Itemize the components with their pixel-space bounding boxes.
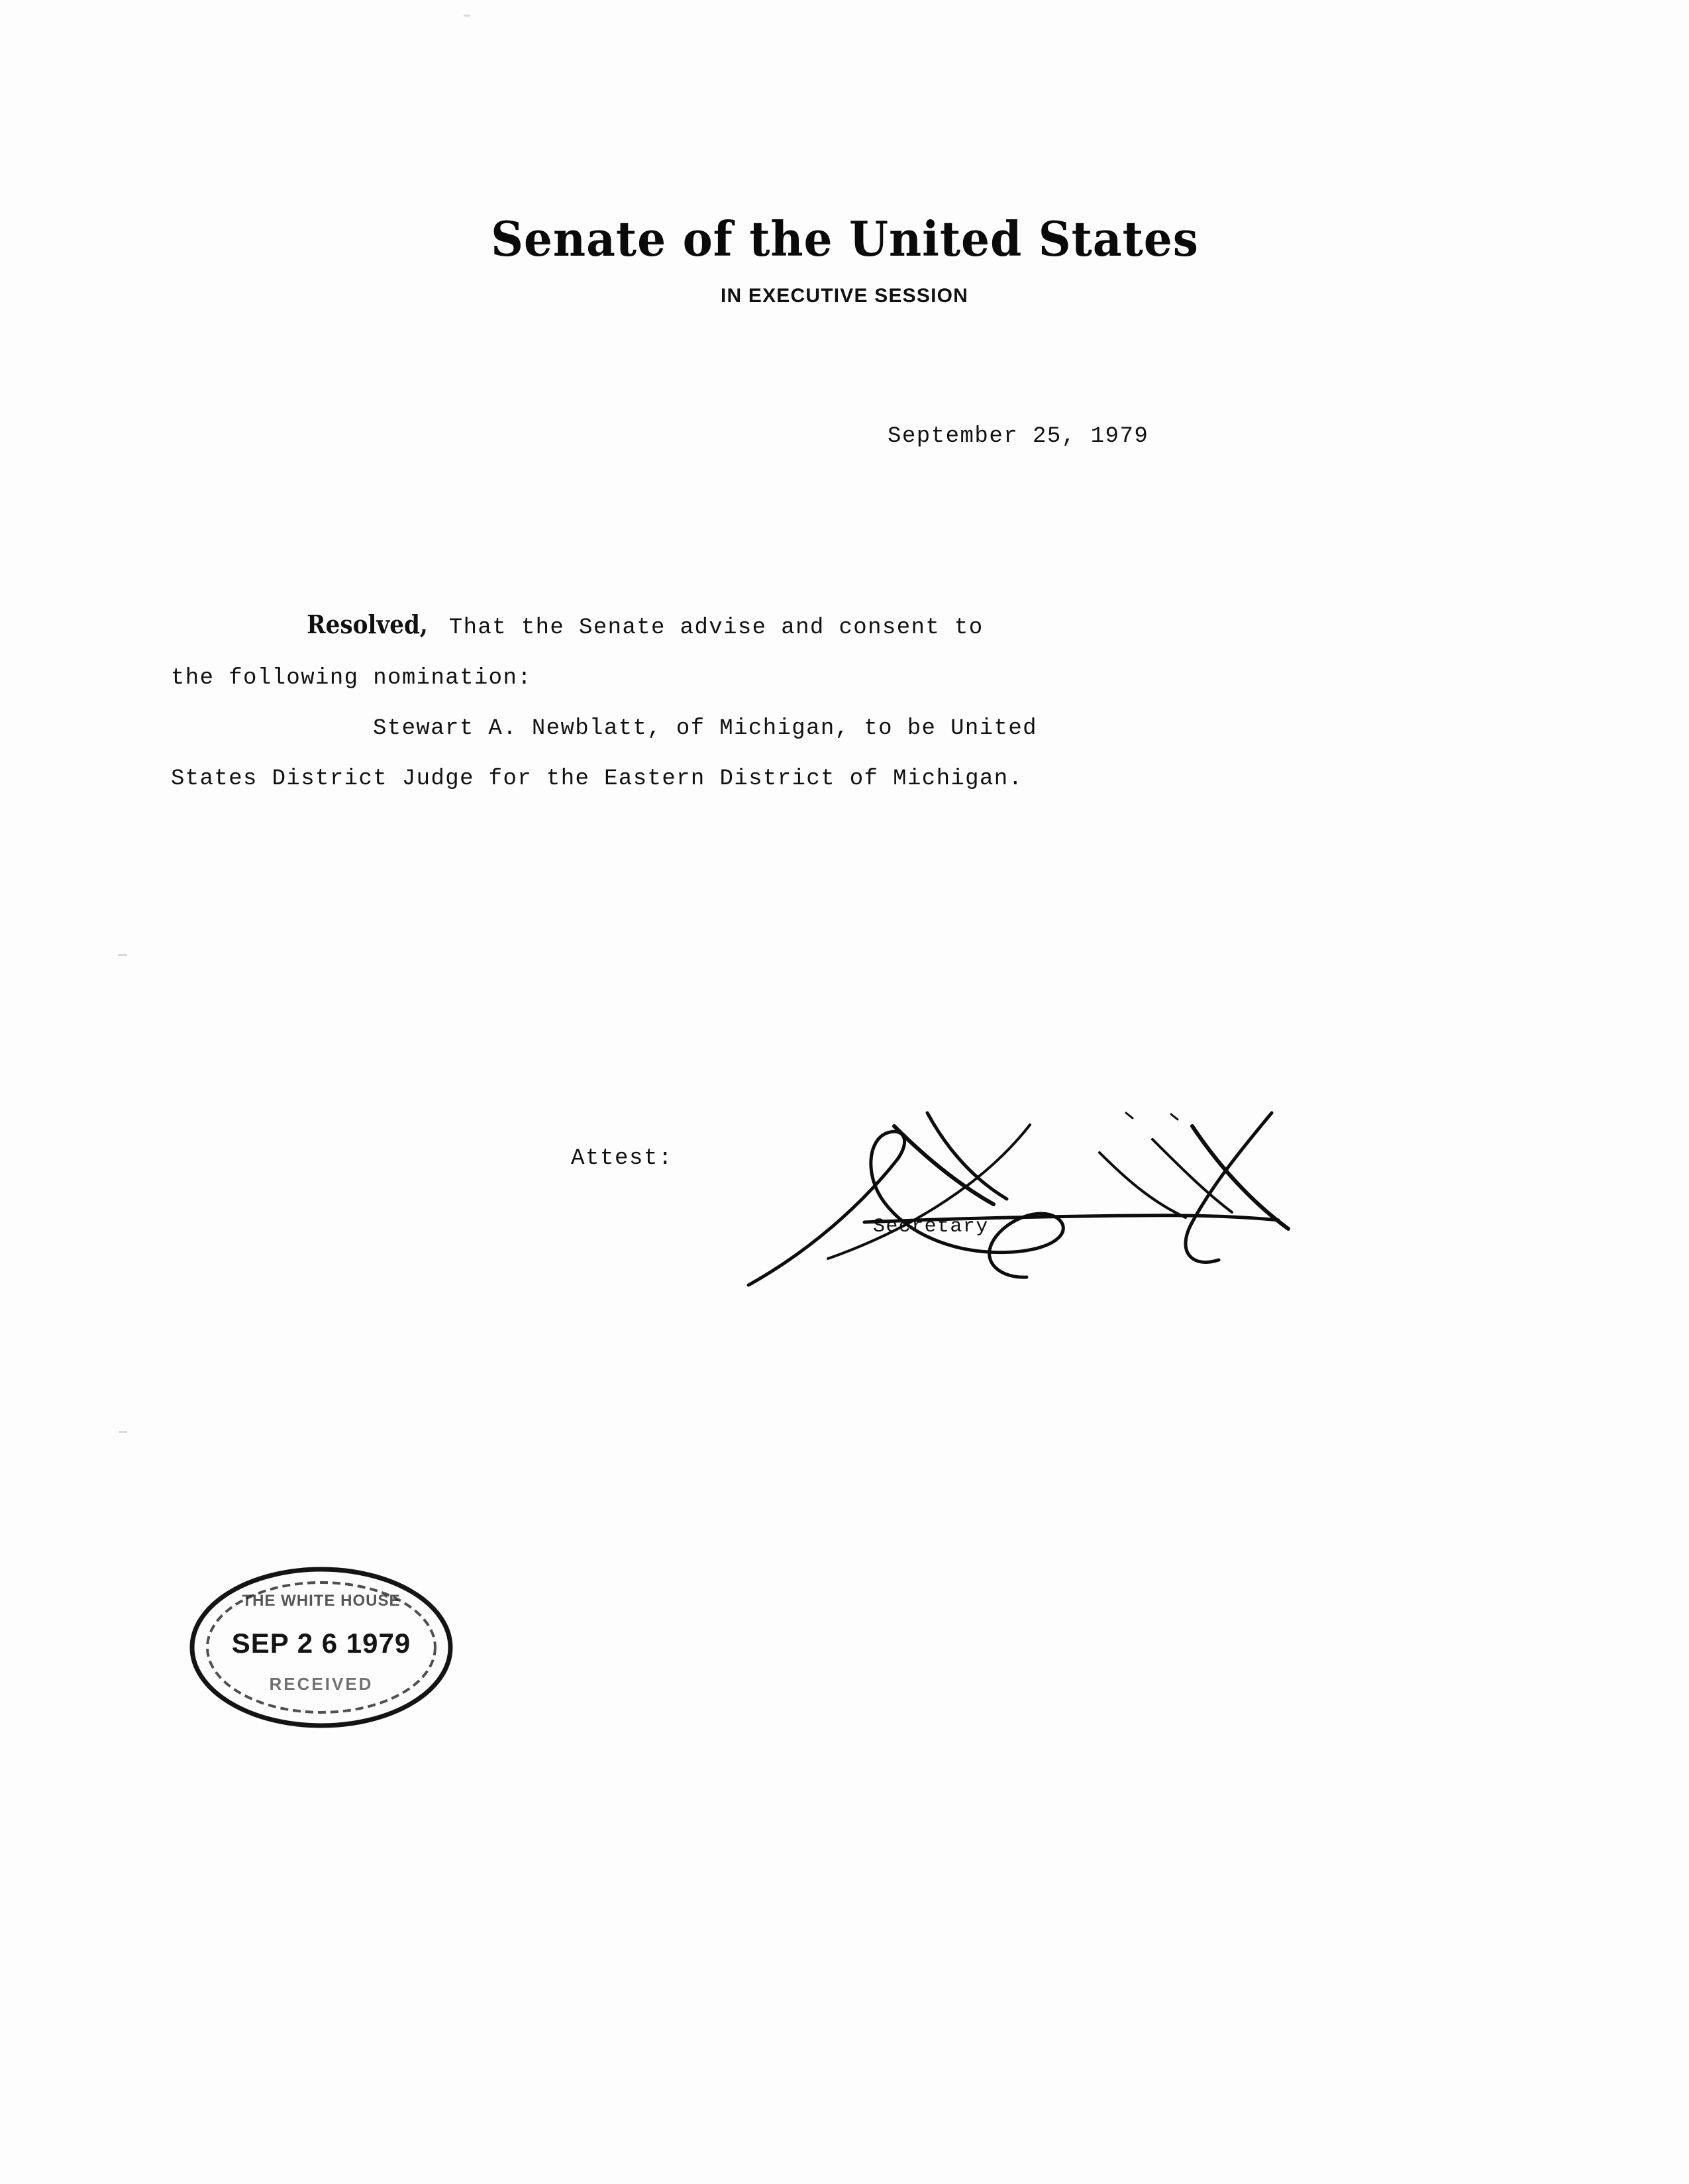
stamp-bottom-text: RECEIVED [269,1674,374,1694]
scan-speck [118,954,127,956]
nomination-line-2: States District Judge for the Eastern District of Michigan. [171,766,1023,792]
stamp-date-text: SEP 2 6 1979 [231,1628,411,1659]
scan-speck [119,1431,127,1433]
resolved-line [171,599,1529,653]
secretary-label: Secretary [873,1216,989,1238]
resolved-word: Resolved, [307,609,428,639]
document-title [0,211,1689,267]
stamp-top-text: THE WHITE HOUSE [242,1592,401,1610]
document-subtitle: IN EXECUTIVE SESSION [720,285,969,307]
document-body [171,599,1529,804]
signature-mark [729,1086,1325,1305]
attest-label: Attest: [571,1146,674,1171]
body-line-2: the following nomination: [171,666,533,691]
resolved-clause: That the Senate advise and consent to [435,615,984,641]
received-date-stamp [182,1560,460,1736]
document-title-text: Senate of the United States [490,211,1199,268]
nomination-line-1: Stewart A. Newblatt, of Michigan, to be United [373,716,1037,741]
document-date: September 25, 1979 [888,424,1149,449]
scan-speck [464,15,470,17]
